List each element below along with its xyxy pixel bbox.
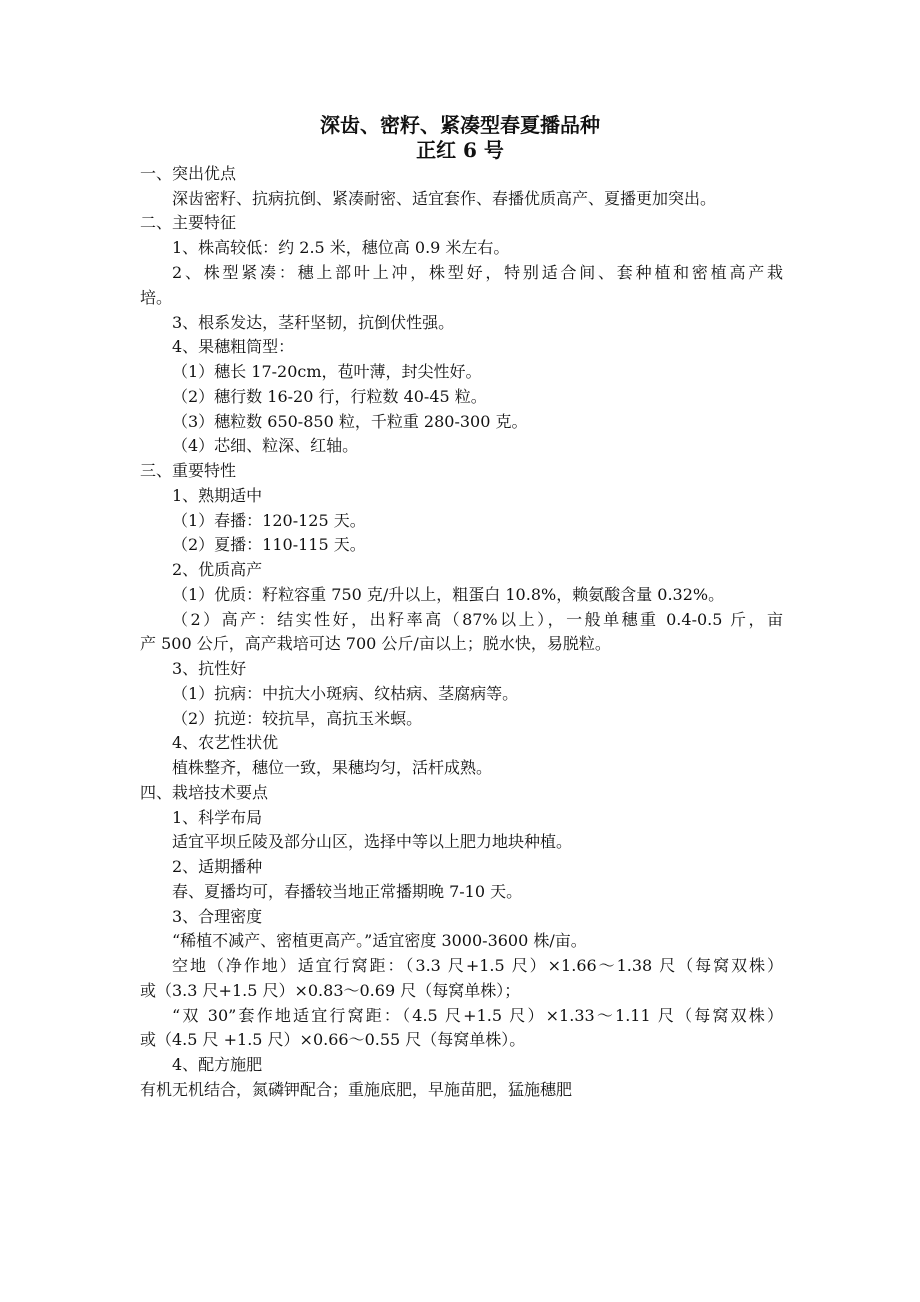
sub-item-line: （3）穗粒数 650-850 粒，千粒重 280-300 克。 [172,412,528,431]
sub-item-line: （2）穗行数 16-20 行，行粒数 40-45 粒。 [172,387,487,406]
sub-item-line: （2）抗逆：较抗旱，高抗玉米螟。 [172,709,423,728]
sub-item-line: （2）夏播：110-115 天。 [172,535,366,554]
item-line: 4、配方施肥 [172,1055,263,1074]
paragraph-line-continuation: 或（3.3 尺+1.5 尺）×0.83～0.69 尺（每窝单株）； [140,981,521,1000]
item-line: 1、科学布局 [172,808,263,827]
item-line: 4、果穗粗筒型： [172,337,295,356]
section-heading: 四、栽培技术要点 [140,783,269,802]
section-heading: 一、突出优点 [140,164,237,183]
document-title: 深齿、密籽、紧凑型春夏播品种 [320,113,600,137]
sub-item-line: （1）优质：籽粒容重 750 克/升以上，粗蛋白 10.8%，赖氨酸含量 0.32%。 [172,585,725,604]
item-line: 3、抗性好 [172,659,247,678]
item-line-continuation: 培。 [140,288,173,307]
sub-item-line: （1）抗病：中抗大小斑病、纹枯病、茎腐病等。 [172,684,519,703]
paragraph-line: “稀植不减产、密植更高产。”适宜密度 3000-3600 株/亩。 [172,931,587,950]
sub-item-line: （2）高产：结实性好，出籽率高（87%以上），一般单穗重 0.4-0.5 斤，亩 [172,610,783,629]
paragraph-line: 植株整齐，穗位一致，果穗均匀，活杆成熟。 [172,758,493,777]
paragraph-line: 有机无机结合，氮磷钾配合；重施底肥，早施苗肥，猛施穗肥 [140,1080,573,1099]
item-line: 1、熟期适中 [172,486,263,505]
item-line: 2、优质高产 [172,560,263,579]
section-heading: 三、重要特性 [140,461,237,480]
sub-item-line: （1）穗长 17-20cm，苞叶薄，封尖性好。 [172,362,482,381]
paragraph-line: 深齿密籽、抗病抗倒、紧凑耐密、适宜套作、春播优质高产、夏播更加突出。 [172,189,717,208]
item-line: 3、合理密度 [172,907,263,926]
item-line: 4、农艺性状优 [172,733,279,752]
document-subtitle: 正红 6 号 [416,138,504,162]
item-line: 1、株高较低：约 2.5 米，穗位高 0.9 米左右。 [172,238,510,257]
sub-item-line-continuation: 产 500 公斤，高产栽培可达 700 公斤/亩以上；脱水快，易脱粒。 [140,634,611,653]
paragraph-line: 春、夏播均可，春播较当地正常播期晚 7-10 天。 [172,882,523,901]
sub-item-line: （4）芯细、粒深、红轴。 [172,436,359,455]
paragraph-line: “双 30”套作地适宜行窝距：（4.5 尺+1.5 尺）×1.33～1.11 尺（每窝双株） [172,1006,783,1025]
item-line: 3、根系发达，茎秆坚韧，抗倒伏性强。 [172,313,455,332]
item-line: 2、适期播种 [172,857,263,876]
paragraph-line: 空地（净作地）适宜行窝距：（3.3 尺+1.5 尺）×1.66～1.38 尺（每窝双株） [172,956,783,975]
sub-item-line: （1）春播：120-125 天。 [172,511,366,530]
item-line: 2、株型紧凑：穗上部叶上冲，株型好，特别适合间、套种植和密植高产栽 [172,263,783,282]
section-heading: 二、主要特征 [140,213,237,232]
paragraph-line: 适宜平坝丘陵及部分山区，选择中等以上肥力地块种植。 [172,832,573,851]
paragraph-line-continuation: 或（4.5 尺 +1.5 尺）×0.66～0.55 尺（每窝单株）。 [140,1030,526,1049]
